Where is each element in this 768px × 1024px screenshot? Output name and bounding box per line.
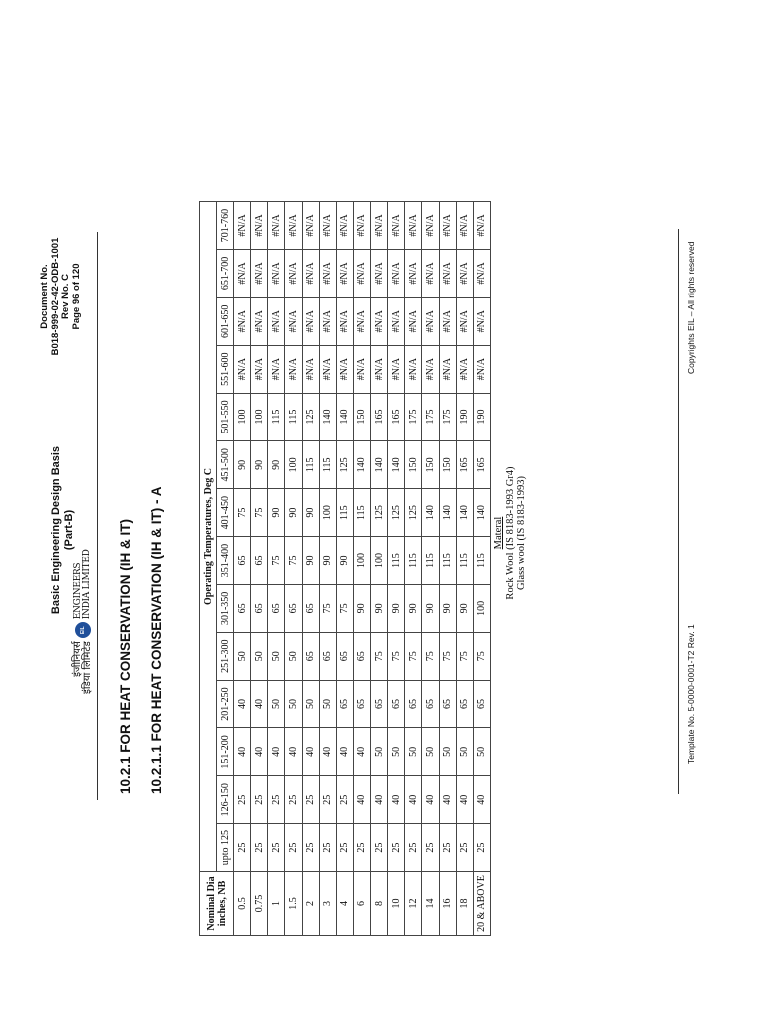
thickness-cell: 125	[405, 489, 422, 537]
table-row	[302, 202, 319, 936]
thickness-cell: #N/A	[439, 297, 456, 345]
thickness-cell: 40	[234, 680, 251, 728]
thickness-cell: #N/A	[268, 202, 285, 250]
thickness-cell: #N/A	[353, 345, 370, 393]
thickness-cell: 65	[302, 632, 319, 680]
thickness-cell: 40	[353, 728, 370, 776]
thickness-cell: 75	[422, 632, 439, 680]
thickness-cell: 40	[251, 680, 268, 728]
thickness-cell: #N/A	[234, 297, 251, 345]
thickness-cell: #N/A	[251, 345, 268, 393]
thickness-cell: 25	[371, 824, 388, 872]
thickness-cell: 65	[251, 537, 268, 585]
thickness-cell: 40	[319, 728, 336, 776]
thickness-cell: #N/A	[234, 250, 251, 298]
thickness-cell: #N/A	[456, 202, 473, 250]
thickness-cell: 65	[353, 632, 370, 680]
title-line2: (Part-B)	[63, 509, 75, 551]
temp-column-header: 701-760	[217, 202, 234, 250]
nominal-dia-cell: 0.5	[234, 872, 251, 936]
nominal-dia-header-line2: inches, NB	[216, 880, 228, 927]
thickness-cell: #N/A	[456, 345, 473, 393]
thickness-cell: 90	[268, 441, 285, 489]
thickness-cell: 65	[285, 584, 302, 632]
nominal-dia-cell: 20 & ABOVE	[473, 872, 490, 936]
thickness-cell: 25	[336, 824, 353, 872]
thickness-cell: 90	[302, 537, 319, 585]
thickness-cell: 65	[251, 584, 268, 632]
thickness-cell: #N/A	[336, 202, 353, 250]
thickness-cell: 65	[353, 680, 370, 728]
nominal-dia-cell: 14	[422, 872, 439, 936]
thickness-cell: 140	[456, 489, 473, 537]
thickness-cell: 40	[234, 728, 251, 776]
thickness-cell: 90	[388, 584, 405, 632]
thickness-cell: 75	[336, 584, 353, 632]
thickness-cell: #N/A	[285, 202, 302, 250]
table-row	[439, 202, 456, 936]
thickness-cell: 40	[302, 728, 319, 776]
thickness-cell: 90	[251, 441, 268, 489]
thickness-cell: 115	[422, 537, 439, 585]
thickness-cell: 40	[353, 776, 370, 824]
subsection-heading: 10.2.1.1 FOR HEAT CONSERVATION (IH & IT) - A	[149, 486, 164, 794]
section-heading: 10.2.1 FOR HEAT CONSERVATION (IH & IT)	[118, 518, 133, 794]
nominal-dia-cell: 4	[336, 872, 353, 936]
table-row	[473, 202, 490, 936]
nominal-dia-cell: 18	[456, 872, 473, 936]
table-row	[319, 202, 336, 936]
temp-column-header: 301-350	[217, 584, 234, 632]
thickness-cell: 125	[388, 489, 405, 537]
thickness-cell: 65	[234, 537, 251, 585]
thickness-cell: #N/A	[388, 202, 405, 250]
thickness-cell: 190	[473, 393, 490, 441]
thickness-cell: #N/A	[336, 345, 353, 393]
thickness-cell: 50	[268, 632, 285, 680]
thickness-cell: 140	[336, 393, 353, 441]
table-row	[251, 202, 268, 936]
temp-column-header: 151-200	[217, 728, 234, 776]
thickness-cell: 65	[405, 680, 422, 728]
thickness-cell: 190	[456, 393, 473, 441]
thickness-cell: #N/A	[439, 202, 456, 250]
thickness-cell: 115	[388, 537, 405, 585]
thickness-cell: 125	[371, 489, 388, 537]
thickness-cell: 165	[371, 393, 388, 441]
thickness-cell: 90	[268, 489, 285, 537]
thickness-cell: 50	[302, 680, 319, 728]
thickness-cell: 50	[251, 632, 268, 680]
thickness-cell: #N/A	[439, 345, 456, 393]
thickness-cell: #N/A	[336, 250, 353, 298]
thickness-cell: 65	[302, 584, 319, 632]
thickness-cell: #N/A	[268, 345, 285, 393]
column-header-row	[217, 202, 234, 936]
logo-hindi-line1: इंजीनियर्स	[72, 641, 83, 677]
insulation-thickness-table	[199, 201, 491, 936]
thickness-cell: #N/A	[405, 345, 422, 393]
thickness-cell: 100	[285, 441, 302, 489]
thickness-cell: 150	[422, 441, 439, 489]
thickness-cell: 50	[439, 728, 456, 776]
thickness-cell: 140	[353, 441, 370, 489]
thickness-cell: 25	[388, 824, 405, 872]
temp-column-header: 651-700	[217, 250, 234, 298]
thickness-cell: 100	[473, 584, 490, 632]
thickness-cell: #N/A	[456, 250, 473, 298]
thickness-cell: #N/A	[319, 345, 336, 393]
thickness-cell: 50	[388, 728, 405, 776]
thickness-cell: 25	[353, 824, 370, 872]
nominal-dia-cell: 1	[268, 872, 285, 936]
thickness-cell: 65	[336, 680, 353, 728]
thickness-cell: 40	[268, 728, 285, 776]
table-row	[234, 202, 251, 936]
thickness-cell: #N/A	[251, 250, 268, 298]
thickness-cell: #N/A	[473, 345, 490, 393]
thickness-cell: 115	[456, 537, 473, 585]
thickness-cell: 25	[234, 776, 251, 824]
thickness-cell: #N/A	[353, 250, 370, 298]
thickness-cell: 25	[285, 776, 302, 824]
thickness-cell: #N/A	[456, 297, 473, 345]
thickness-cell: 90	[319, 537, 336, 585]
thickness-cell: #N/A	[319, 202, 336, 250]
thickness-cell: 150	[353, 393, 370, 441]
thickness-cell: 75	[285, 537, 302, 585]
material-line2: Glass wool (IS 8183-1993)	[516, 475, 527, 591]
thickness-cell: 175	[439, 393, 456, 441]
thickness-cell: 125	[336, 441, 353, 489]
nominal-dia-cell: 16	[439, 872, 456, 936]
header-rule	[97, 232, 98, 800]
thickness-cell: 75	[268, 537, 285, 585]
material-label: Materal	[493, 516, 504, 550]
thickness-cell: 50	[473, 728, 490, 776]
temp-column-header: upto 125	[217, 824, 234, 872]
thickness-cell: 65	[439, 680, 456, 728]
table-row	[336, 202, 353, 936]
thickness-cell: #N/A	[422, 345, 439, 393]
thickness-cell: #N/A	[302, 297, 319, 345]
thickness-cell: 175	[422, 393, 439, 441]
thickness-cell: 90	[285, 489, 302, 537]
material-line1: Rock Wool (IS 8183-1993 Gr4)	[504, 466, 516, 600]
logo-english-line1: ENGINEERS	[73, 562, 83, 620]
thickness-cell: 65	[473, 680, 490, 728]
thickness-cell: #N/A	[251, 202, 268, 250]
thickness-cell: 115	[439, 537, 456, 585]
thickness-cell: #N/A	[285, 345, 302, 393]
thickness-cell: 65	[456, 680, 473, 728]
thickness-cell: #N/A	[268, 250, 285, 298]
thickness-cell: #N/A	[473, 202, 490, 250]
thickness-cell: 75	[405, 632, 422, 680]
nominal-dia-cell: 8	[371, 872, 388, 936]
thickness-cell: 90	[302, 489, 319, 537]
thickness-cell: 65	[268, 584, 285, 632]
thickness-cell: 140	[319, 393, 336, 441]
thickness-cell: 75	[251, 489, 268, 537]
thickness-cell: #N/A	[422, 297, 439, 345]
logo-english-line2: INDIA LIMITED	[82, 549, 92, 620]
thickness-cell: #N/A	[319, 250, 336, 298]
nominal-dia-cell: 10	[388, 872, 405, 936]
thickness-cell: 115	[405, 537, 422, 585]
thickness-cell: 40	[336, 728, 353, 776]
thickness-cell: #N/A	[473, 297, 490, 345]
table-row	[268, 202, 285, 936]
thickness-cell: 50	[319, 680, 336, 728]
doc-no: B018-999-02-42-ODB-1001	[49, 237, 61, 356]
thickness-cell: 75	[388, 632, 405, 680]
nominal-dia-cell: 1.5	[285, 872, 302, 936]
template-number: Template No. 5-0000-0001-T2 Rev. 1	[686, 624, 696, 764]
thickness-cell: #N/A	[422, 202, 439, 250]
thickness-cell: 65	[319, 632, 336, 680]
thickness-cell: 65	[371, 680, 388, 728]
thickness-cell: 115	[285, 393, 302, 441]
doc-no-label: Document No.	[39, 264, 50, 329]
table-body	[234, 202, 491, 936]
page-number: Page 96 of 120	[70, 263, 82, 330]
thickness-cell: 75	[473, 632, 490, 680]
nominal-dia-header-line1: Nominal Dia	[205, 876, 217, 931]
table-row	[285, 202, 302, 936]
thickness-cell: #N/A	[405, 250, 422, 298]
thickness-cell: 100	[371, 537, 388, 585]
thickness-cell: 25	[405, 824, 422, 872]
thickness-cell: 150	[405, 441, 422, 489]
thickness-cell: 75	[456, 632, 473, 680]
thickness-cell: 50	[268, 680, 285, 728]
title-line1: Basic Engineering Design Basis	[50, 445, 62, 615]
thickness-cell: 175	[405, 393, 422, 441]
temp-column-header: 601-650	[217, 297, 234, 345]
thickness-cell: 25	[336, 776, 353, 824]
thickness-cell: #N/A	[234, 202, 251, 250]
thickness-cell: 90	[234, 441, 251, 489]
thickness-cell: #N/A	[405, 202, 422, 250]
thickness-cell: 140	[371, 441, 388, 489]
nominal-dia-cell: 6	[353, 872, 370, 936]
thickness-cell: 165	[473, 441, 490, 489]
thickness-cell: #N/A	[473, 250, 490, 298]
thickness-cell: 25	[302, 776, 319, 824]
thickness-cell: 25	[285, 824, 302, 872]
temp-column-header: 351-400	[217, 537, 234, 585]
temp-column-header: 551-600	[217, 345, 234, 393]
thickness-cell: 50	[285, 632, 302, 680]
thickness-cell: #N/A	[353, 202, 370, 250]
thickness-cell: 115	[268, 393, 285, 441]
thickness-cell: 25	[234, 824, 251, 872]
thickness-cell: 90	[456, 584, 473, 632]
thickness-cell: 65	[336, 632, 353, 680]
table-row	[405, 202, 422, 936]
thickness-cell: 40	[456, 776, 473, 824]
thickness-cell: 40	[439, 776, 456, 824]
thickness-cell: 165	[456, 441, 473, 489]
thickness-cell: #N/A	[285, 297, 302, 345]
thickness-cell: 25	[422, 824, 439, 872]
thickness-cell: 140	[473, 489, 490, 537]
thickness-cell: 65	[422, 680, 439, 728]
thickness-cell: #N/A	[302, 202, 319, 250]
thickness-cell: 25	[319, 776, 336, 824]
thickness-cell: 25	[251, 776, 268, 824]
thickness-cell: 90	[439, 584, 456, 632]
thickness-cell: 100	[234, 393, 251, 441]
thickness-cell: 40	[473, 776, 490, 824]
thickness-cell: #N/A	[422, 250, 439, 298]
temp-column-header: 501-550	[217, 393, 234, 441]
thickness-cell: #N/A	[302, 250, 319, 298]
temp-column-header: 251-300	[217, 632, 234, 680]
nominal-dia-cell: 0.75	[251, 872, 268, 936]
thickness-cell: 75	[234, 489, 251, 537]
rev-no: Rev No. C	[60, 274, 71, 319]
table-row	[353, 202, 370, 936]
thickness-cell: 75	[371, 632, 388, 680]
thickness-cell: 115	[336, 489, 353, 537]
nominal-dia-cell: 12	[405, 872, 422, 936]
thickness-cell: #N/A	[439, 250, 456, 298]
thickness-cell: 75	[439, 632, 456, 680]
thickness-cell: 40	[388, 776, 405, 824]
thickness-cell: 115	[353, 489, 370, 537]
table-row	[371, 202, 388, 936]
thickness-cell: 50	[405, 728, 422, 776]
table-row	[422, 202, 439, 936]
thickness-cell: 50	[422, 728, 439, 776]
material-note	[493, 448, 528, 618]
thickness-cell: #N/A	[388, 297, 405, 345]
thickness-cell: 100	[319, 489, 336, 537]
thickness-cell: 25	[456, 824, 473, 872]
thickness-cell: 140	[388, 441, 405, 489]
document-title	[50, 420, 76, 640]
table-row	[388, 202, 405, 936]
thickness-cell: 25	[268, 776, 285, 824]
thickness-cell: 50	[234, 632, 251, 680]
thickness-cell: #N/A	[371, 250, 388, 298]
thickness-cell: #N/A	[371, 345, 388, 393]
thickness-cell: 50	[285, 680, 302, 728]
logo-hindi-line2: इंडिया लिमिटेड	[82, 641, 93, 694]
thickness-cell: #N/A	[353, 297, 370, 345]
thickness-cell: 40	[422, 776, 439, 824]
thickness-cell: 65	[234, 584, 251, 632]
thickness-cell: 100	[353, 537, 370, 585]
thickness-cell: #N/A	[302, 345, 319, 393]
thickness-cell: 65	[388, 680, 405, 728]
thickness-cell: 140	[422, 489, 439, 537]
temp-column-header: 401-450	[217, 489, 234, 537]
thickness-cell: 25	[302, 824, 319, 872]
thickness-cell: 25	[319, 824, 336, 872]
thickness-cell: 115	[319, 441, 336, 489]
thickness-cell: 50	[371, 728, 388, 776]
thickness-cell: 25	[251, 824, 268, 872]
thickness-cell: #N/A	[388, 250, 405, 298]
thickness-cell: 25	[439, 824, 456, 872]
thickness-cell: 40	[371, 776, 388, 824]
thickness-cell: 90	[422, 584, 439, 632]
thickness-cell: 40	[405, 776, 422, 824]
thickness-cell: #N/A	[388, 345, 405, 393]
thickness-cell: 25	[473, 824, 490, 872]
thickness-cell: 165	[388, 393, 405, 441]
thickness-cell: 125	[302, 393, 319, 441]
thickness-cell: 100	[251, 393, 268, 441]
table-row	[456, 202, 473, 936]
thickness-cell: 50	[456, 728, 473, 776]
copyright-notice: Copyrights EIL – All rights reserved	[686, 241, 696, 374]
thickness-cell: #N/A	[371, 297, 388, 345]
thickness-cell: #N/A	[405, 297, 422, 345]
thickness-cell: #N/A	[319, 297, 336, 345]
footer-rule	[678, 229, 679, 794]
thickness-cell: #N/A	[371, 202, 388, 250]
temp-column-header: 126-150	[217, 776, 234, 824]
temp-column-header: 451-500	[217, 441, 234, 489]
thickness-cell: #N/A	[336, 297, 353, 345]
nominal-dia-header	[200, 872, 234, 936]
thickness-cell: #N/A	[268, 297, 285, 345]
thickness-cell: 140	[439, 489, 456, 537]
thickness-cell: 115	[473, 537, 490, 585]
thickness-cell: 90	[405, 584, 422, 632]
document-info	[40, 214, 82, 379]
thickness-cell: 90	[371, 584, 388, 632]
thickness-cell: 40	[251, 728, 268, 776]
thickness-cell: #N/A	[234, 345, 251, 393]
temp-column-header: 201-250	[217, 680, 234, 728]
thickness-cell: 75	[319, 584, 336, 632]
nominal-dia-cell: 2	[302, 872, 319, 936]
operating-temp-header: Operating Temperatures, Deg C	[200, 202, 217, 872]
thickness-cell: #N/A	[285, 250, 302, 298]
thickness-cell: #N/A	[251, 297, 268, 345]
thickness-cell: 40	[285, 728, 302, 776]
thickness-cell: 90	[336, 537, 353, 585]
thickness-cell: 115	[302, 441, 319, 489]
logo-emblem-icon: EIL	[75, 622, 91, 638]
thickness-cell: 90	[353, 584, 370, 632]
thickness-cell: 25	[268, 824, 285, 872]
thickness-cell: 150	[439, 441, 456, 489]
nominal-dia-cell: 3	[319, 872, 336, 936]
